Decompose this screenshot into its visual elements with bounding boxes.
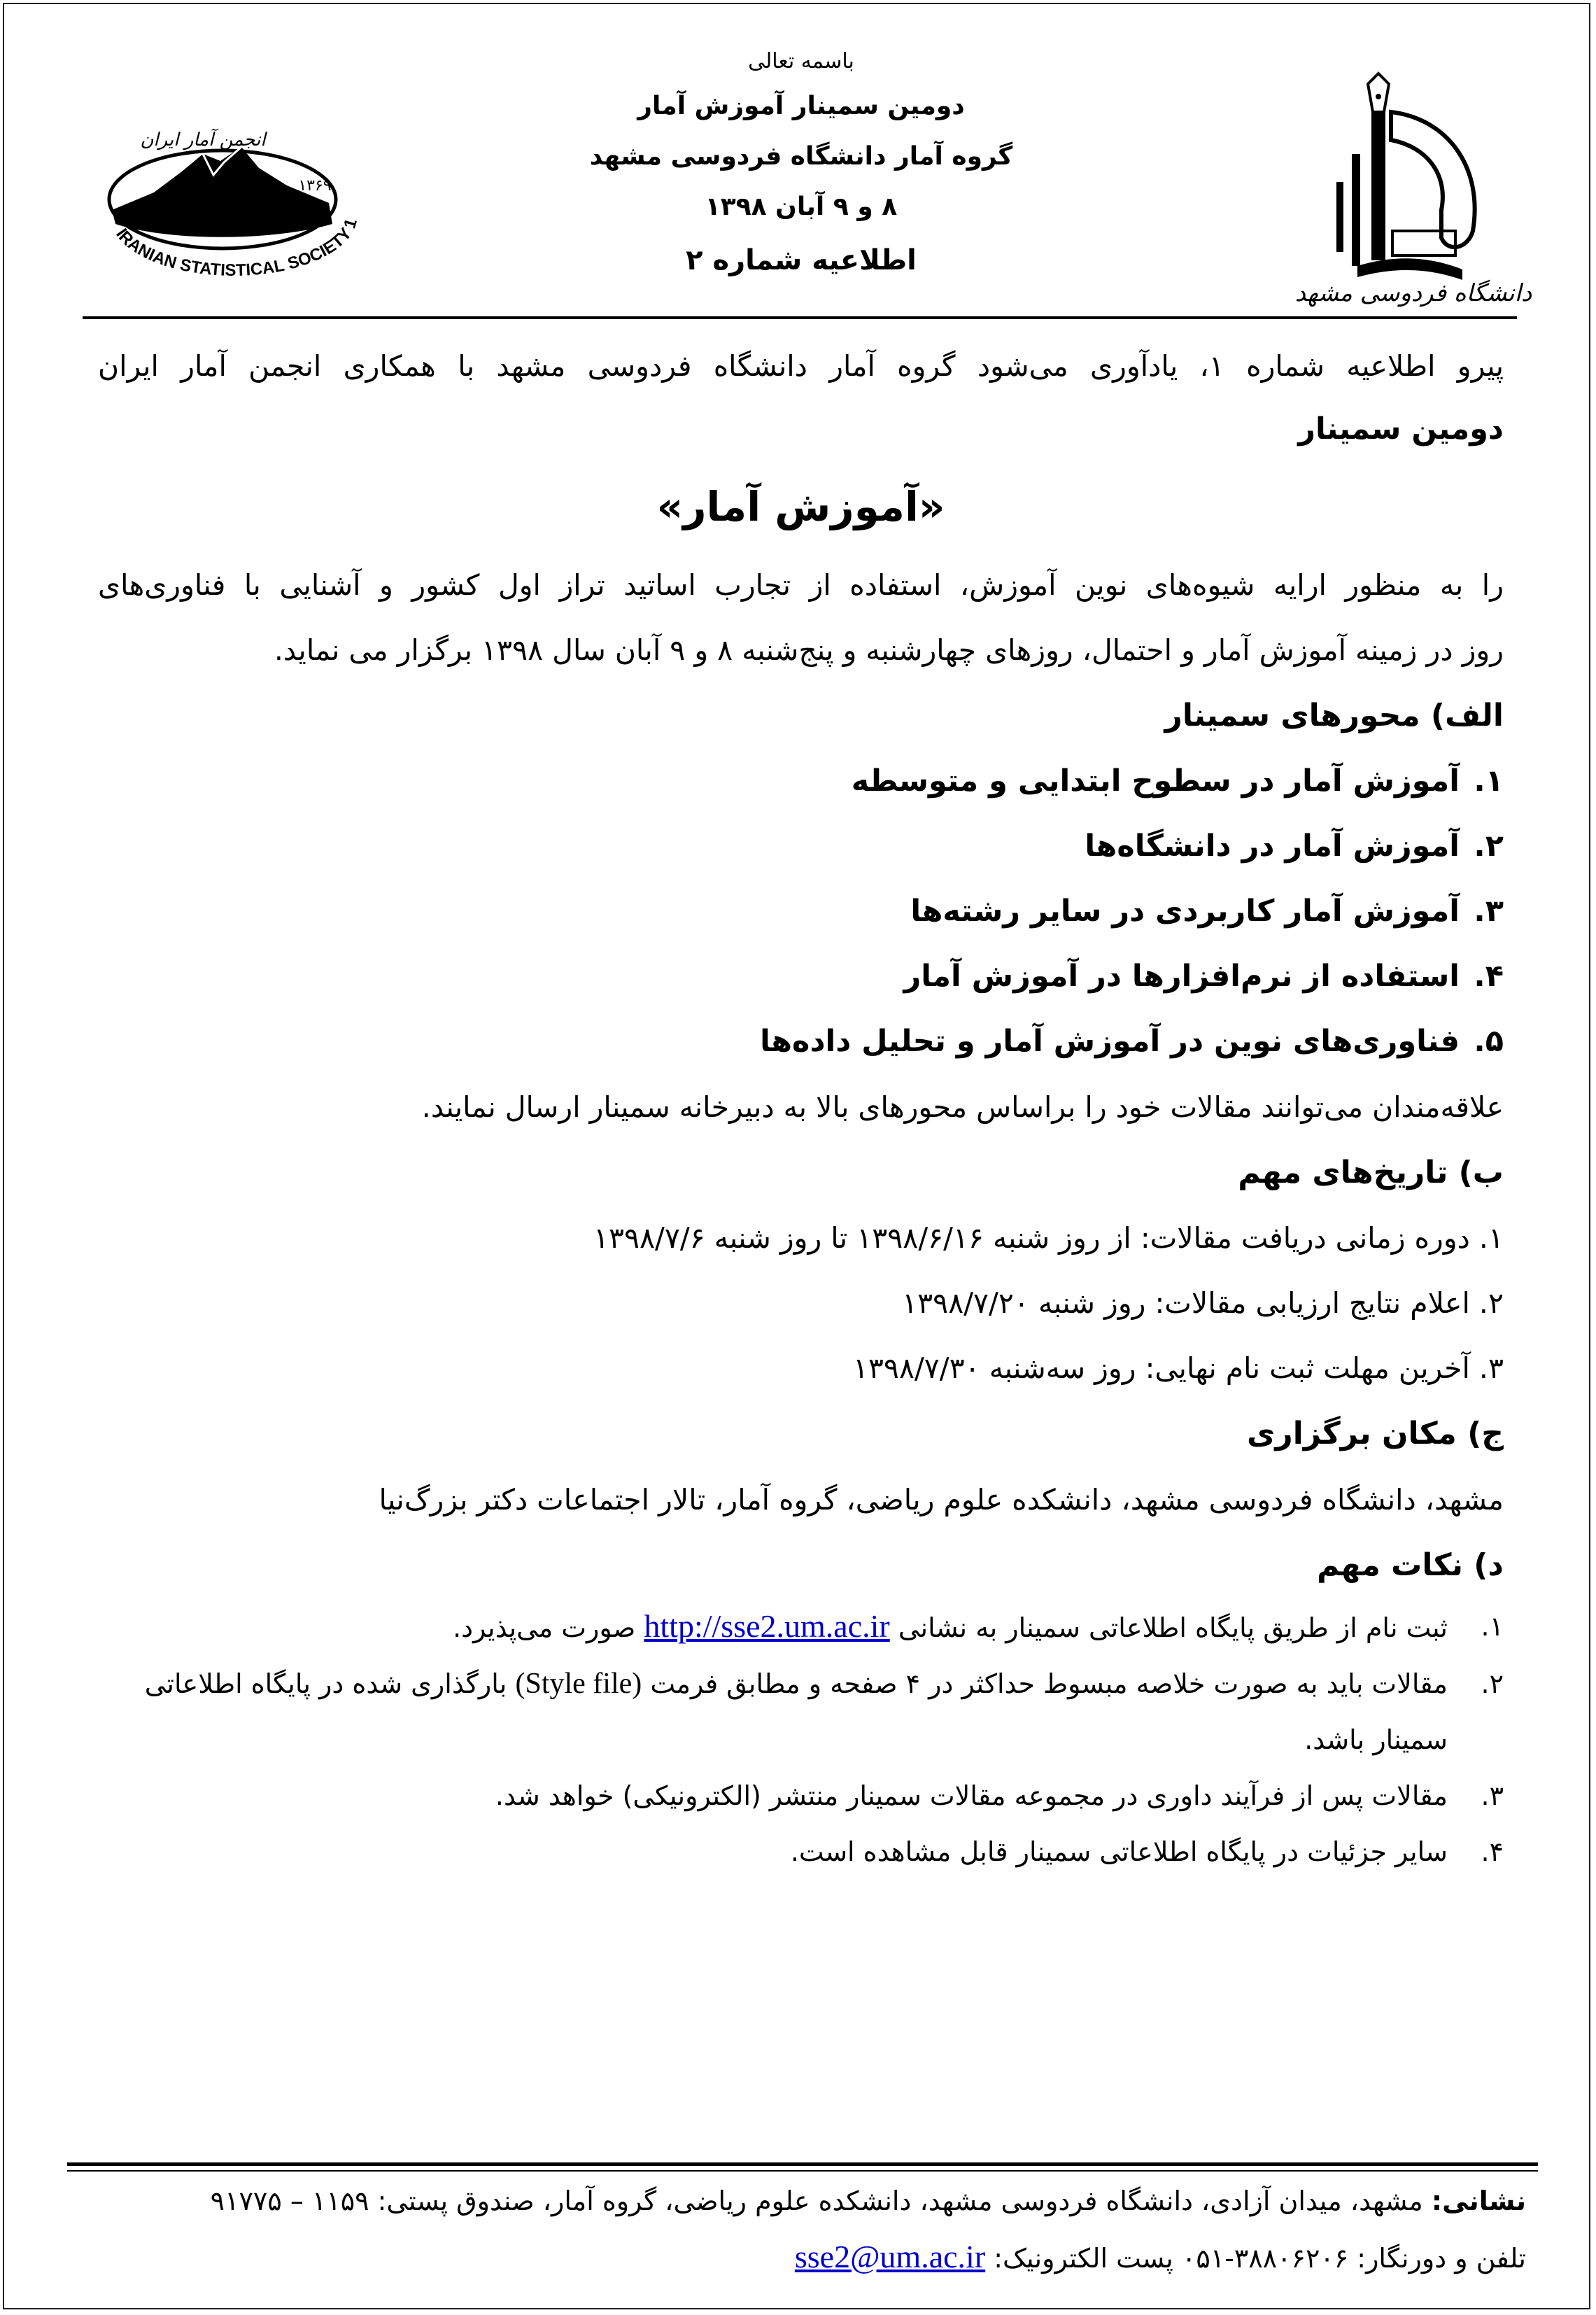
purpose-line-1: را به منظور ارایه شیوه‌های نوین آموزش، استفاده از تجارب اساتید تراز اول کشور و آشنایی با فناوری‌های bbox=[98, 568, 1504, 602]
axis-item: ۴. استفاده از نرم‌افزارها در آموزش آمار bbox=[903, 959, 1504, 994]
iss-logo-arc-text: IRANIAN STATISTICAL SOCIETY 1 bbox=[112, 216, 361, 280]
axis-item: ۳. آموزش آمار کاربردی در سایر رشته‌ها bbox=[910, 894, 1504, 929]
style-file-label: (Style file) bbox=[515, 1668, 642, 1700]
axis-item: ۲. آموزش آمار در دانشگاه‌ها bbox=[1085, 829, 1504, 864]
dates-heading: ب) تاریخ‌های مهم bbox=[1238, 1155, 1504, 1190]
date-item: ۲. اعلام نتایج ارزیابی مقالات: روز شنبه ۱۳۹۸/۷/۲۰ bbox=[902, 1286, 1504, 1320]
department-name: گروه آمار دانشگاه فردوسی مشهد bbox=[589, 142, 1013, 171]
announcement-number: اطلاعیه شماره ۲ bbox=[686, 244, 917, 276]
axes-list bbox=[98, 749, 1504, 1074]
axis-item: ۱. آموزش آمار در سطوح ابتدایی و متوسطه bbox=[851, 764, 1504, 798]
footer-divider-thin bbox=[67, 2170, 1538, 2172]
venue-text: مشهد، دانشگاه فردوسی مشهد، دانشکده علوم ریاضی، گروه آمار، تالار اجتماعات دکتر بزرگ‌نیا bbox=[379, 1483, 1504, 1517]
footer-phone-line bbox=[105, 2229, 1526, 2285]
announcement-body bbox=[98, 335, 1504, 1880]
ferdowsi-university-logo bbox=[1294, 70, 1532, 308]
date-item: ۱. دوره زمانی دریافت مقالات: از روز شنبه ۱۳۹۸/۶/۱۶ تا روز شنبه ۱۳۹۸/۷/۶ bbox=[593, 1221, 1504, 1255]
seminar-website-link[interactable]: http://sse2.um.ac.ir bbox=[644, 1608, 890, 1644]
seminar-title: دومین سمینار آموزش آمار bbox=[637, 92, 965, 120]
footer-address-line bbox=[105, 2173, 1526, 2229]
axes-heading: الف) محورهای سمینار bbox=[1164, 698, 1504, 733]
footer-divider-thick bbox=[67, 2162, 1538, 2166]
note-item: ۲. مقالات باید به صورت خلاصه مبسوط حداکثر در ۴ صفحه و مطابق فرمت (Style file) بارگذاری شده در پایگاه اطلاعاتی سمینار باشد. bbox=[144, 1668, 1504, 1755]
address-label: نشانی: bbox=[1431, 2186, 1526, 2216]
iss-logo-top-text: انجمن آمار ایران bbox=[140, 129, 266, 150]
venue-heading: ج) مکان برگزاری bbox=[1247, 1416, 1504, 1451]
note-item: ۴. سایر جزئیات در پایگاه اطلاعاتی سمینار قابل مشاهده است. bbox=[790, 1836, 1504, 1867]
iss-logo-graphic bbox=[98, 119, 371, 301]
seminar-dates: ۸ و ۹ آبان ۱۳۹۸ bbox=[705, 192, 898, 221]
submission-invite: علاقه‌مندان می‌توانند مقالات خود را براساس محورهای بالا به دبیرخانه سمینار ارسال نمایند. bbox=[421, 1090, 1504, 1124]
header-titles bbox=[532, 42, 1071, 288]
basmala: باسمه تعالی bbox=[748, 49, 854, 73]
purpose-line-2: روز در زمینه آموزش آمار و احتمال، روزهای چهارشنبه و پنج‌شنبه ۸ و ۹ آبان سال ۱۳۹۸ برگزار می نماید. bbox=[274, 633, 1504, 667]
ferdowsi-logo-graphic bbox=[1294, 70, 1532, 308]
axis-item: ۵. فناوری‌های نوین در آموزش آمار و تحلیل داده‌ها bbox=[760, 1024, 1504, 1059]
intro-line-1: پیرو اطلاعیه شماره ۱، یادآوری می‌شود گروه آمار دانشگاه فردوسی مشهد با همکاری انجمن آمار ایران bbox=[98, 349, 1504, 383]
header-divider bbox=[83, 316, 1517, 319]
notes-heading: د) نکات مهم bbox=[1317, 1547, 1504, 1583]
iranian-statistical-society-logo bbox=[98, 119, 371, 301]
iss-logo-year: ۱۳۶۹ bbox=[298, 177, 332, 195]
note-item: ۱. ثبت نام از طریق پایگاه اطلاعاتی سمینار به نشانی http://sse2.um.ac.ir صورت می‌پذیرد. bbox=[453, 1608, 1504, 1644]
purpose-paragraph bbox=[98, 553, 1504, 683]
date-item: ۳. آخرین مهلت ثبت نام نهایی: روز سه‌شنبه ۱۳۹۸/۷/۳۰ bbox=[852, 1351, 1504, 1385]
contact-email-link[interactable]: sse2@um.ac.ir bbox=[794, 2239, 986, 2274]
footer-contact bbox=[105, 2173, 1526, 2285]
phone-text: تلفن و دورنگار: ۳۸۸۰۶۲۰۶-۰۵۱ پست الکترونیک: bbox=[994, 2243, 1526, 2274]
seminar-topic: «آموزش آمار» bbox=[656, 483, 945, 530]
intro-line-2: دومین سمینار bbox=[1298, 411, 1504, 446]
ferdowsi-logo-caption: دانشگاه فردوسی مشهد bbox=[1294, 279, 1532, 307]
note-item: ۳. مقالات پس از فرآیند داوری در مجموعه مقالات سمینار منتشر (الکترونیکی) خواهد شد. bbox=[495, 1780, 1504, 1811]
address-text: مشهد، میدان آزادی، دانشگاه فردوسی مشهد، دانشکده علوم ریاضی، گروه آمار، صندوق پستی: ۱۱۵۹ – ۹۱۷۷۵ bbox=[210, 2186, 1423, 2216]
